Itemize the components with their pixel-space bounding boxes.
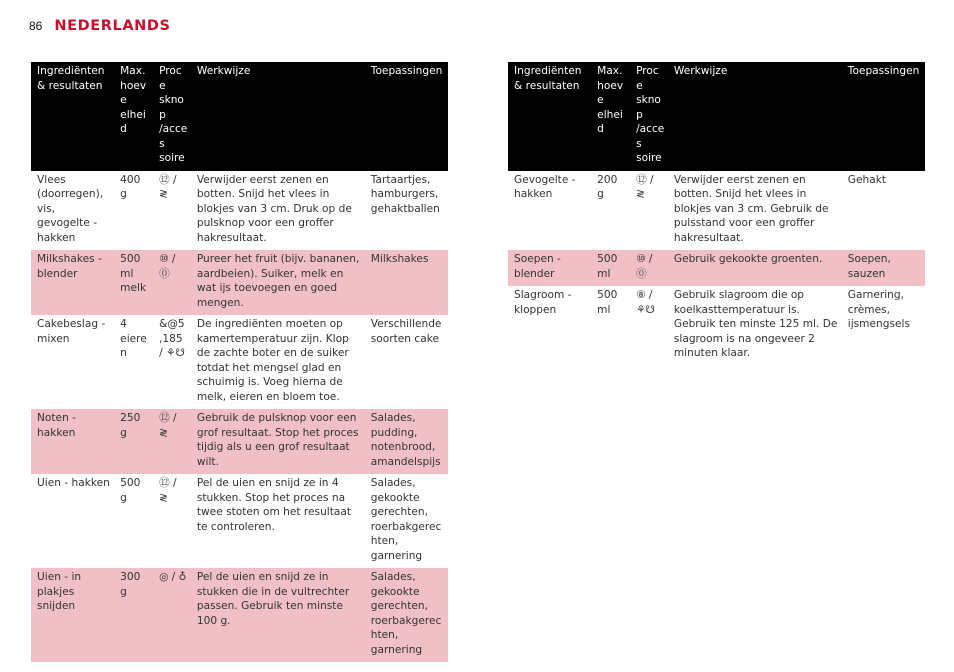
speed-symbol-icon: ⑧ / ⚘☋ xyxy=(630,286,668,366)
table-row xyxy=(31,171,448,251)
ingredient-cell: Cakebeslag - mixen xyxy=(31,315,114,409)
method-cell: Gebruik gekookte groenten. xyxy=(668,250,842,286)
table-row xyxy=(31,568,448,662)
processing-table-right xyxy=(508,62,925,366)
language-title: NEDERLANDS xyxy=(54,18,171,34)
method-cell: De ingrediënten moeten op kamertemperatuur zijn. Klop de zachte boter en de suiker totdat het mengsel glad en schuimig is. Voeg hierna de melk, eieren en bloem toe. xyxy=(191,315,365,409)
applications-cell: Salades, gekookte gerechten, roerbakgerechten, garnering xyxy=(365,474,448,568)
max-cell: 200 g xyxy=(591,171,630,251)
ingredient-cell: Vlees (doorregen), vis, gevogelte - hakken xyxy=(31,171,114,251)
max-cell: 500 ml melk xyxy=(114,250,153,315)
method-cell: Pel de uien en snijd ze in stukken die in de vultrechter passen. Gebruik ten minste 100 g. xyxy=(191,568,365,662)
header-button: Proce sknop /acces soire xyxy=(630,62,668,171)
table-row xyxy=(31,409,448,474)
applications-cell: Salades, pudding, notenbrood, amandelspijs xyxy=(365,409,448,474)
ingredient-cell: Gevogelte - hakken xyxy=(508,171,591,251)
speed-symbol-icon: &@5,185 / ⚘☋ xyxy=(153,315,191,409)
max-cell: 500 ml xyxy=(591,250,630,286)
applications-cell: Milkshakes xyxy=(365,250,448,315)
header-ingredients: Ingrediënten & resultaten xyxy=(508,62,591,171)
applications-cell: Soepen, sauzen xyxy=(842,250,925,286)
ingredient-cell: Soepen - blender xyxy=(508,250,591,286)
applications-cell: Gehakt xyxy=(842,171,925,251)
header-max: Max. hoeve elheid xyxy=(591,62,630,171)
method-cell: Pel de uien en snijd ze in 4 stukken. Stop het proces na twee stoten om het resultaat te controleren. xyxy=(191,474,365,568)
max-cell: 4 eieren xyxy=(114,315,153,409)
max-cell: 300 g xyxy=(114,568,153,662)
applications-cell: Verschillende soorten cake xyxy=(365,315,448,409)
applications-cell: Garnering, crèmes, ijsmengsels xyxy=(842,286,925,366)
table-header-row xyxy=(31,62,448,171)
ingredient-cell: Noten - hakken xyxy=(31,409,114,474)
speed-symbol-icon: ⑩ / ⓪ xyxy=(630,250,668,286)
header-applications: Toepassingen xyxy=(842,62,925,171)
speed-symbol-icon: ⑩ / ⓪ xyxy=(153,250,191,315)
speed-symbol-icon: ◎ / ♁ xyxy=(153,568,191,662)
ingredient-cell: Slagroom - kloppen xyxy=(508,286,591,366)
method-cell: Gebruik de pulsknop voor een grof resultaat. Stop het proces tijdig als u een grof resultaat wilt. xyxy=(191,409,365,474)
header-method: Werkwijze xyxy=(191,62,365,171)
processing-table-left xyxy=(31,62,448,662)
max-cell: 500 ml xyxy=(591,286,630,366)
method-cell: Verwijder eerst zenen en botten. Snijd het vlees in blokjes van 3 cm. Druk op de pulsknop voor een groffer hakresultaat. xyxy=(191,171,365,251)
table-row xyxy=(31,250,448,315)
speed-symbol-icon: ⑫ / ≷ xyxy=(153,409,191,474)
table-row xyxy=(508,171,925,251)
speed-symbol-icon: ⑫ / ≷ xyxy=(153,474,191,568)
max-cell: 250 g xyxy=(114,409,153,474)
method-cell: Gebruik slagroom die op koelkasttemperatuur is. Gebruik ten minste 125 ml. De slagroom is na ongeveer 2 minuten klaar. xyxy=(668,286,842,366)
ingredient-cell: Uien - in plakjes snijden xyxy=(31,568,114,662)
ingredient-cell: Milkshakes - blender xyxy=(31,250,114,315)
page-number: 86 xyxy=(29,19,43,33)
header-button: Proce sknop /acces soire xyxy=(153,62,191,171)
applications-cell: Tartaartjes, hamburgers, gehaktballen xyxy=(365,171,448,251)
table-row xyxy=(508,250,925,286)
header-applications: Toepassingen xyxy=(365,62,448,171)
page-header xyxy=(29,18,171,38)
applications-cell: Salades, gekookte gerechten, roerbakgerechten, garnering xyxy=(365,568,448,662)
table-row xyxy=(31,315,448,409)
method-cell: Verwijder eerst zenen en botten. Snijd het vlees in blokjes van 3 cm. Gebruik de pulsstand voor een groffer hakresultaat. xyxy=(668,171,842,251)
ingredient-cell: Uien - hakken xyxy=(31,474,114,568)
speed-symbol-icon: ⑫ / ≷ xyxy=(630,171,668,251)
max-cell: 500 g xyxy=(114,474,153,568)
method-cell: Pureer het fruit (bijv. bananen, aardbeien). Suiker, melk en wat ijs toevoegen en goed mengen. xyxy=(191,250,365,315)
header-ingredients: Ingrediënten & resultaten xyxy=(31,62,114,171)
speed-symbol-icon: ⑫ / ≷ xyxy=(153,171,191,251)
header-max: Max. hoeve elheid xyxy=(114,62,153,171)
table-row xyxy=(508,286,925,366)
table-row xyxy=(31,474,448,568)
max-cell: 400 g xyxy=(114,171,153,251)
header-method: Werkwijze xyxy=(668,62,842,171)
table-header-row xyxy=(508,62,925,171)
